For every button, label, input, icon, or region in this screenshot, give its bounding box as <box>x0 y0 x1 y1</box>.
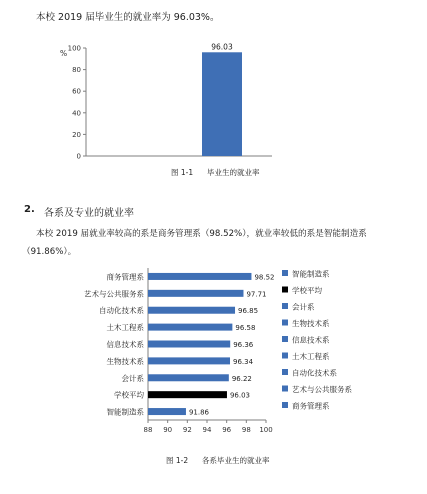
legend-label: 信息技术系 <box>292 335 330 345</box>
x-tick-label: 100 <box>259 426 273 434</box>
paragraph-line-2: （91.86%）。 <box>22 247 77 257</box>
legend-swatch <box>282 336 288 342</box>
legend-label: 自动化技术系 <box>292 368 337 378</box>
data-label: 96.34 <box>233 357 254 366</box>
bar-school-average <box>148 391 227 398</box>
bar-department <box>148 341 230 348</box>
x-tick-label: 90 <box>163 426 173 434</box>
y-tick-label: 60 <box>72 87 81 96</box>
legend-swatch <box>282 386 288 392</box>
figure-1-1-caption-text: 毕业生的就业率 <box>207 168 260 177</box>
legend-label: 生物技术系 <box>292 319 330 328</box>
legend-swatch <box>282 303 288 309</box>
x-tick-label: 94 <box>202 426 212 434</box>
y-tick-label: 40 <box>72 109 81 118</box>
bar-department <box>148 408 186 415</box>
x-tick-label: 98 <box>241 426 251 434</box>
x-tick-label: 96 <box>222 426 232 434</box>
y-tick-label: 0 <box>76 152 81 161</box>
category-label: 会计系 <box>121 373 144 383</box>
bar-department <box>148 357 230 364</box>
paragraph-line-1: 本校 2019 届就业率较高的系是商务管理系（98.52%），就业率较低的系是智能制造系 <box>36 229 367 239</box>
section-heading-text: 各系及专业的就业率 <box>44 208 134 219</box>
legend-label: 学校平均 <box>292 286 322 295</box>
bar-department <box>148 290 243 297</box>
category-label: 生物技术系 <box>106 356 144 366</box>
data-label: 96.03 <box>229 391 251 400</box>
category-label: 土木工程系 <box>106 323 144 333</box>
y-tick-label: 100 <box>67 44 81 53</box>
section-heading-number: 2. <box>24 204 35 215</box>
category-label: 艺术与公共服务系 <box>84 289 144 299</box>
employment-rate-chart <box>50 38 280 168</box>
legend-swatch <box>282 353 288 359</box>
bar-graduates <box>202 52 242 156</box>
legend-label: 艺术与公共服务系 <box>292 385 352 394</box>
legend-label: 智能制造系 <box>292 269 330 279</box>
data-label: 96.58 <box>235 324 256 333</box>
legend-label: 土木工程系 <box>292 352 330 361</box>
legend-swatch <box>282 320 288 326</box>
legend-label: 商务管理系 <box>292 401 330 411</box>
data-label: 96.03 <box>211 42 233 52</box>
data-label: 96.36 <box>233 341 254 349</box>
x-tick-label: 88 <box>143 426 153 434</box>
bar-department <box>148 324 232 331</box>
figure-1-2-caption-text: 各系毕业生的就业率 <box>202 456 270 465</box>
data-label: 91.86 <box>188 408 210 417</box>
x-tick-label: 92 <box>182 426 192 434</box>
department-employment-chart <box>60 264 360 452</box>
category-label: 自动化技术系 <box>99 306 144 316</box>
bar-department <box>148 374 229 381</box>
y-tick-label: 20 <box>72 130 81 139</box>
category-label: 信息技术系 <box>106 340 144 349</box>
bar-department <box>148 307 235 314</box>
legend-swatch <box>282 369 288 375</box>
figure-1-2-caption-number: 图 1-2 <box>166 456 189 465</box>
legend-swatch <box>282 287 288 293</box>
data-label: 96.85 <box>238 307 259 316</box>
y-tick-label: 80 <box>72 66 81 75</box>
data-label: 98.52 <box>254 273 275 282</box>
legend-swatch <box>282 402 288 408</box>
category-label: 智能制造系 <box>106 407 144 417</box>
bar-department <box>148 273 251 280</box>
category-label: 学校平均 <box>114 390 144 400</box>
legend-label: 会计系 <box>292 302 315 312</box>
data-label: 96.22 <box>231 374 252 383</box>
figure-1-1-caption-number: 图 1-1 <box>171 168 194 177</box>
y-axis-unit-label: % <box>60 49 68 58</box>
data-label: 97.71 <box>246 290 267 299</box>
legend-swatch <box>282 270 288 276</box>
intro-line: 本校 2019 届毕业生的就业率为 96.03%。 <box>36 12 220 23</box>
category-label: 商务管理系 <box>106 272 144 282</box>
